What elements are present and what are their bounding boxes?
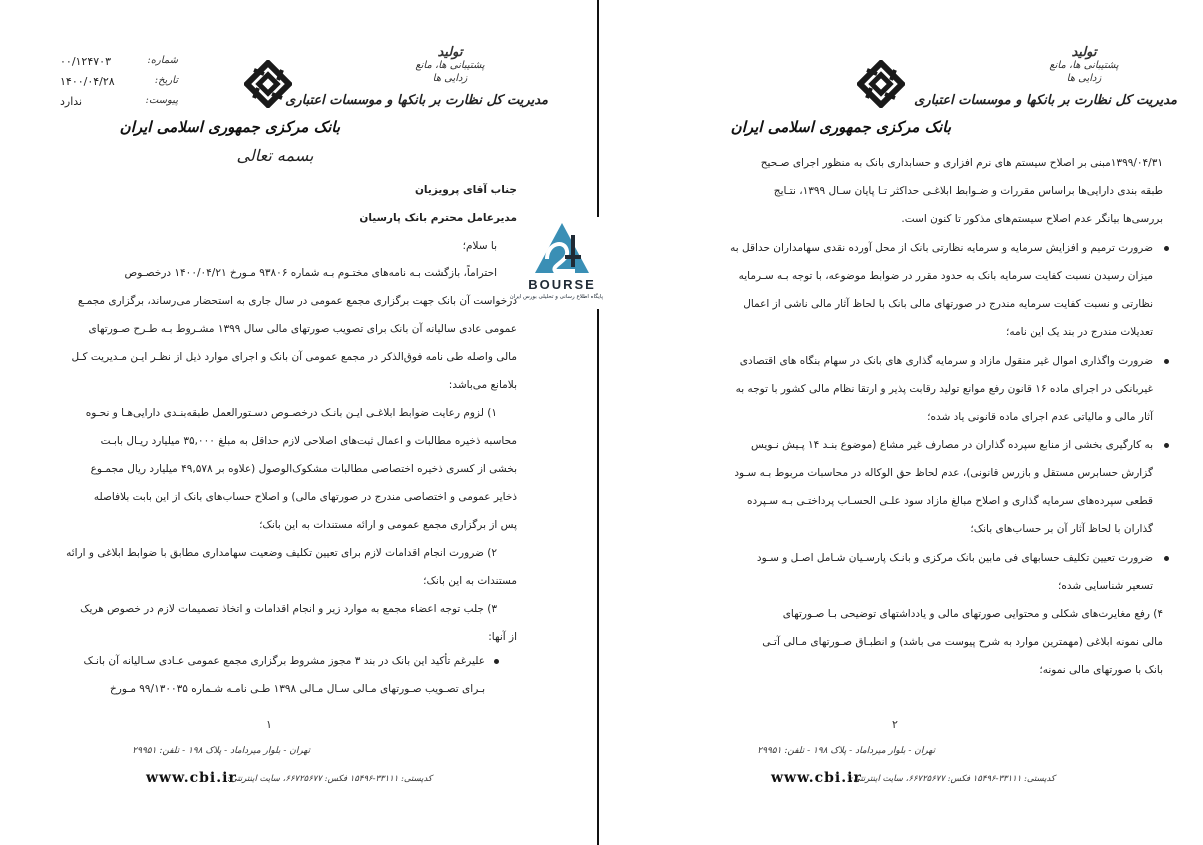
body-line: محاسبه ذخیره مطالبات و اعمال ثبت‌های اصلاحی لازم حداقل به مبلغ ۳۵,۰۰۰ میلیارد ریـال بابـت — [100, 435, 517, 447]
tagline-block — [1039, 46, 1129, 85]
body-line: غیربانکی در اجرای ماده ۱۶ قانون رفع موانع تولید رقابت پذیر و ارتقا نظام مالی کشور با توجه به — [735, 383, 1153, 395]
tagline-sub: پشتیبانی ها، مانع زدایی ها — [1049, 60, 1119, 84]
body-line: ۴) رفع مغایرت‌های شکلی و محتوایی صورتهای مالی و یادداشتهای توضیحی بـا صـورتهای — [782, 608, 1163, 620]
body-line: از آنها: — [488, 631, 517, 643]
cbi-logo — [244, 60, 292, 108]
body-line: قطعی سپرده‌های سرمایه گذاری و اصلاح مبالغ مازاد سود علـی الحسـاب پرداختـی بـه سـپرده — [747, 495, 1153, 507]
meta-attachment-value: ندارد — [60, 95, 83, 108]
body-line: بانک با صورتهای مالی نمونه؛ — [1039, 664, 1163, 676]
body-line: ۱۳۹۹/۰۴/۳۱مبنی بر اصلاح سیستم های نرم افزاری و حسابداری بانک به منظور اجرای صـحیح — [760, 157, 1163, 169]
page-number: ۱ — [266, 718, 272, 731]
body-line: ضرورت واگذاری اموال غیر منقول مازاد و سرمایه گذاری های بانک در سهام بنگاه های اقتصادی — [739, 355, 1153, 367]
tagline-block — [405, 46, 495, 85]
body-line: نظارتی و نسبت کفایت سرمایه مندرج در صورتهای مالی بانک با لحاظ آثار مالی ناشی از اعمال — [743, 298, 1153, 310]
tagline-sub: پشتیبانی ها، مانع زدایی ها — [415, 60, 485, 84]
body-line: ۲) ضرورت انجام اقدامات لازم برای تعیین تکلیف وضعیت سهامداری مطابق با ضوابط ابلاغی و ارائه — [66, 547, 497, 559]
body-line: درخواست آن بانک جهت برگزاری مجمع عمومی در سال جاری به استحضار می‌رساند، برگزاری مجمـع — [77, 295, 517, 307]
footer-contact: کدپستی: ۳۳۱۱۱-۱۵۴۹۶ فکس: ۶۶۷۲۵۶۷۷، سایت اینترنتی: — [850, 774, 1055, 784]
bank-name: بانک مرکزی جمهوری اسلامی ایران — [119, 118, 340, 136]
body-line: بلامانع می‌باشد: — [448, 379, 517, 391]
body-line: ۳) جلب توجه اعضاء مجمع به موارد زیر و انجام اقدامات و اتخاذ تصمیمات لازم در خصوص هریک — [80, 603, 497, 615]
footer-contact: کدپستی: ۳۳۱۱۱-۱۵۴۹۶ فکس: ۶۶۷۲۵۶۷۷، سایت اینترنتی: — [227, 774, 432, 784]
greeting: با سلام؛ — [462, 240, 497, 252]
recipient-title: مدیرعامل محترم بانک پارسیان — [359, 212, 517, 224]
body-line: گزارش حسابرس مستقل و بازرس قانونی)، عدم لحاظ حق الوکاله در محاسبات مربوط بـه سـود — [734, 467, 1153, 479]
body-line: بـرای تصـویب صـورتهای مـالی سـال مـالی ۱۳۹۸ طـی نامـه شـماره ۹۹/۱۳۰۰۳۵ مـورخ — [109, 683, 485, 695]
body-line: مستندات به این بانک؛ — [423, 575, 517, 587]
department-title: مدیریت کل نظارت بر بانکها و موسسات اعتباری — [285, 93, 548, 108]
footer-address: تهران - بلوار میرداماد - پلاک ۱۹۸ - تلفن: ۲۹۹۵۱ — [757, 746, 935, 756]
cbi-logo — [857, 60, 905, 108]
body-line: پس از برگزاری مجمع عمومی و ارائه مستندات به این بانک؛ — [259, 519, 517, 531]
department-title: مدیریت کل نظارت بر بانکها و موسسات اعتباری — [914, 93, 1177, 108]
body-line: طبقه بندی دارایی‌ها براساس مقررات و ضـوابط ابلاغـی حداکثر تـا پایان سـال ۱۳۹۹، نتـایج — [773, 185, 1163, 197]
body-line: مالی نمونه ابلاغی (مهمترین موارد به شرح پیوست می باشد) و انطبـاق صـورتهای مـالی آتـی — [762, 636, 1163, 648]
meta-number-label: شماره: — [147, 55, 178, 66]
watermark-title: BOURSE — [528, 277, 596, 292]
body-line: بخشی از کسری ذخیره اختصاصی مطالبات مشکوک‌الوصول (علاوه بر ۴۹,۵۷۸ میلیارد ریال مجمـوع — [90, 463, 517, 475]
tagline-main: تولید — [437, 45, 463, 60]
meta-attachment-row — [60, 95, 178, 115]
cbi-emblem-icon — [244, 60, 292, 108]
bullet-icon — [1164, 443, 1169, 448]
bullet-icon — [1164, 359, 1169, 364]
bullet-icon — [1164, 556, 1169, 561]
bourse-watermark — [509, 217, 603, 309]
tagline-main: تولید — [1071, 45, 1097, 60]
page-number: ۲ — [892, 718, 898, 731]
body-line: مالی واصله طی نامه فوق‌الذکر در مجمع عمومی آن بانک و اجرای موارد ذیل از نظـر ایـن مـدیریت کـل — [71, 351, 517, 363]
meta-date-value: ۱۴۰۰/۰۴/۲۸ — [60, 75, 115, 88]
body-line: تعدیلات مندرج در بند یک این نامه؛ — [1006, 326, 1153, 338]
bullet-icon — [1164, 246, 1169, 251]
meta-attachment-label: پیوست: — [145, 95, 178, 106]
letter-page-2 — [599, 0, 1203, 845]
body-line: ذخایر عمومی و اختصاصی مندرج در صورتهای مالی) و اصلاح حساب‌های بانک از این بابت بلافاصله — [93, 491, 517, 503]
footer-website[interactable]: www.cbi.ir — [771, 770, 862, 786]
bourse-logo-icon — [521, 217, 603, 277]
body-line: بررسی‌ها بیانگر عدم اصلاح سیستم‌های مذکور تا کنون است. — [901, 213, 1163, 225]
bismillah-heading: بسمه تعالی — [236, 146, 314, 165]
watermark-subtitle: پایگاه اطلاع رسانی و تحلیلی بورس ایران — [509, 294, 603, 300]
body-line: میزان رسیدن نسبت کفایت سرمایه بانک به حدود مقرر در ضوابط موضوعه، با توجه بـه سـرمایه — [738, 270, 1153, 282]
body-line: آثار مالی و مالیاتی عدم اجرای ماده قانونی یاد شده؛ — [927, 411, 1153, 423]
body-line: به کارگیری بخشی از منابع سپرده گذاران در مصارف غیر مشاع (موضوع بنـد ۱۴ پـیش نـویس — [751, 439, 1153, 451]
cbi-emblem-icon — [857, 60, 905, 108]
letter-meta — [60, 55, 178, 115]
body-line: علیرغم تأکید این بانک در بند ۳ مجوز مشروط برگزاری مجمع عمومی عـادی سـالیانه آن بانـک — [83, 655, 485, 667]
body-line: تسعیر شناسایی شده؛ — [1058, 580, 1153, 592]
letter-page-1 — [0, 0, 597, 845]
footer-address: تهران - بلوار میرداماد - پلاک ۱۹۸ - تلفن: ۲۹۹۵۱ — [132, 746, 310, 756]
body-line: گذاران با لحاظ آثار آن بر حساب‌های بانک؛ — [970, 523, 1153, 535]
body-line: احتراماً، بازگشت بـه نامه‌های مختـوم بـه شماره ۹۳۸۰۶ مـورخ ۱۴۰۰/۰۴/۲۱ درخصـوص — [124, 267, 497, 279]
recipient-name: جناب آقای پرویزیان — [414, 184, 517, 196]
footer-website[interactable]: www.cbi.ir — [146, 770, 237, 786]
body-line: عمومی عادی سالیانه آن بانک برای تصویب صورتهای مالی سال ۱۳۹۹ مشـروط بـه طـرح صـورتهای — [88, 323, 517, 335]
meta-date-label: تاریخ: — [154, 75, 178, 86]
body-line: ۱) لزوم رعایت ضوابط ابلاغـی ایـن بانـک درخصـوص دسـتورالعمل طبقه‌بنـدی دارایی‌هـا و نحـوه — [85, 407, 497, 419]
bullet-icon — [494, 659, 499, 664]
body-line: ضرورت ترمیم و افزایش سرمایه و سرمایه نظارتی بانک از محل آورده نقدی سهامداران حداقل به — [730, 242, 1153, 254]
meta-number-row — [60, 55, 178, 75]
meta-date-row — [60, 75, 178, 95]
body-line: ضرورت تعیین تکلیف حسابهای فی مابین بانک مرکزی و بانـک پارسـیان شـامل اصـل و سـود — [756, 552, 1153, 564]
bank-name: بانک مرکزی جمهوری اسلامی ایران — [730, 118, 951, 136]
meta-number-value: ۰۰/۱۲۴۷۰۳ — [60, 55, 111, 68]
